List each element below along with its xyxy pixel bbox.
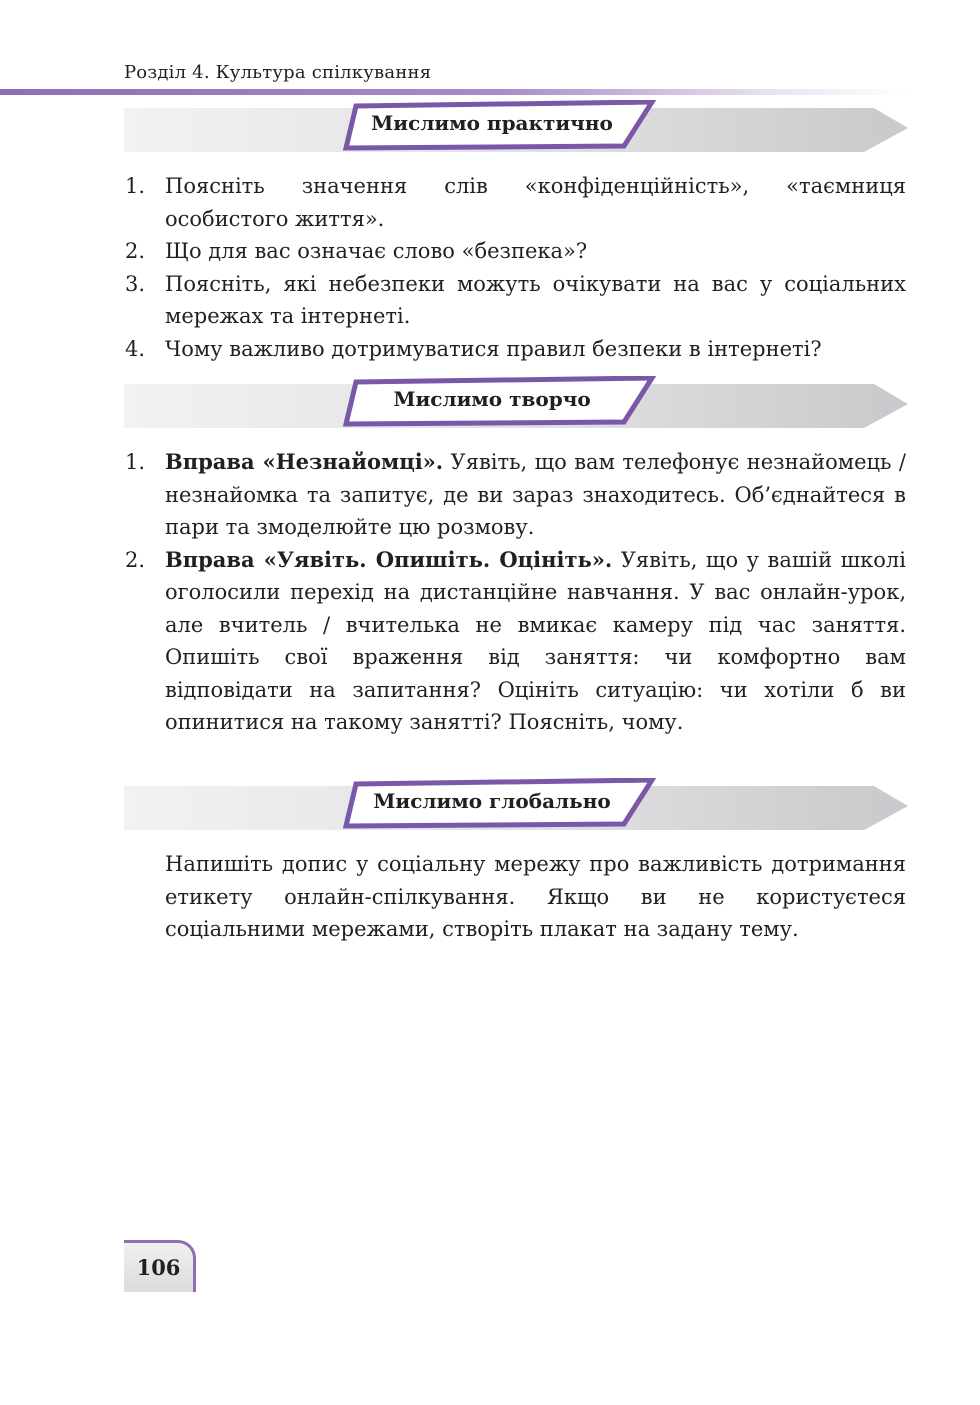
item-text: Що для вас означає слово «безпека»? (165, 239, 588, 263)
page-number-badge (124, 1240, 196, 1292)
item-text: Поясніть значення слів «конфіденційність», «таємниця особистого життя». (165, 174, 906, 231)
running-head-title: Розділ 4. Культура спілкування (124, 62, 432, 83)
item-number: 2. (125, 547, 146, 572)
item-text: Уявіть, що вам телефонує незнайомець / незнайомка та запитує, де ви зараз знаходитесь. Об’єднайтеся в пари та змоделюйте цю розмову. (165, 450, 906, 539)
section-banner-practical (124, 100, 908, 152)
section-title: Мислимо глобально (373, 789, 611, 813)
exercise-title: Вправа «Уявіть. Опишіть. Оцініть». (165, 546, 613, 572)
list-item (124, 235, 906, 268)
section-banner-global (124, 778, 908, 830)
list-item (124, 446, 906, 544)
exercise-title: Вправа «Незнайомці». (165, 449, 444, 474)
section-banner-creative (124, 376, 908, 428)
item-text: Чому важливо дотримуватися правил безпеки в інтернеті? (165, 336, 822, 361)
global-task-paragraph: Напишіть допис у соціальну мережу про важливість дотримання етикету онлайн-спілкування. Якщо ви не користуєтеся соціальними мережами, створіть плакат на задану тему. (165, 852, 906, 941)
page-number: 106 (136, 1255, 181, 1280)
section-title: Мислимо творчо (393, 387, 591, 411)
item-number: 1. (125, 450, 146, 474)
practical-questions-list (124, 170, 906, 365)
list-item (124, 333, 906, 366)
item-text: Уявіть, що у вашій школі оголосили перехід на дистанційне навчання. У вас онлайн-урок, але вчитель / вчителька не вмикає камеру під час заняття. Опишіть свої враження від заняття: чи комфортно вам відповідати на запитання? Оцініть ситуацію: чи хотіли б ви опинитися на такому занятті? Поясніть, чому. (165, 547, 906, 734)
item-number: 2. (125, 239, 146, 263)
creative-exercises-list (124, 446, 906, 739)
item-number: 3. (125, 271, 146, 296)
section-title: Мислимо практично (371, 111, 613, 135)
item-number: 1. (125, 174, 146, 198)
item-text: Поясніть, які небезпеки можуть очікувати на вас у соціальних мережах та інтернеті. (165, 271, 906, 328)
list-item (124, 268, 906, 333)
list-item (124, 170, 906, 235)
item-number: 4. (125, 336, 146, 361)
list-item (124, 544, 906, 739)
header-divider (0, 89, 910, 95)
